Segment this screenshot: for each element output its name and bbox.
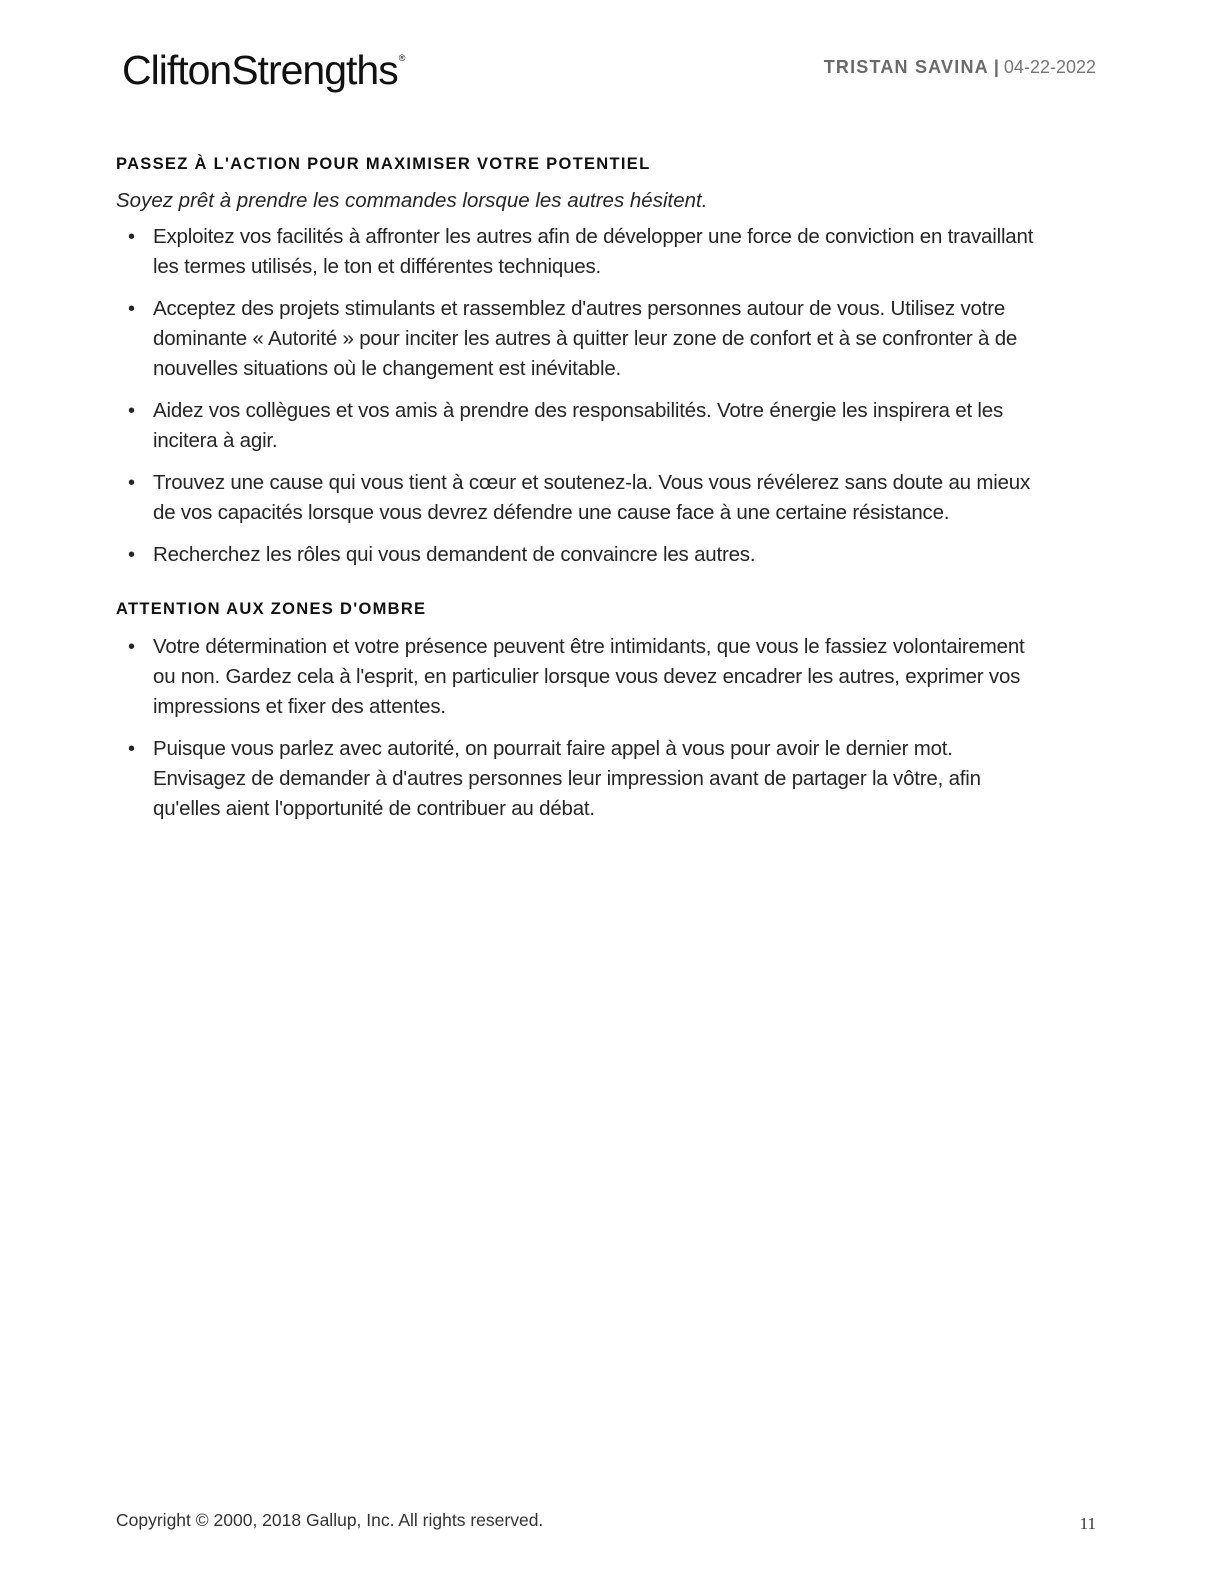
- logo-text: CliftonStrengths: [122, 47, 398, 93]
- blind-spot-list-item: [116, 632, 1036, 722]
- copyright-notice: Copyright © 2000, 2018 Gallup, Inc. All rights reserved.: [116, 1510, 544, 1530]
- bullet-icon: •: [128, 544, 135, 566]
- action-list-item: [116, 294, 1036, 384]
- bullet-icon: •: [128, 738, 135, 760]
- user-name: TRISTAN SAVINA: [823, 57, 989, 77]
- action-list-item: [116, 396, 1036, 456]
- blind-spot-list-item: [116, 734, 1036, 824]
- meta-separator: |: [993, 57, 999, 77]
- action-item-text: Aidez vos collègues et vos amis à prendre des responsabilités. Votre énergie les inspirera et les incitera à agir.: [153, 399, 1004, 452]
- action-item-text: Recherchez les rôles qui vous demandent de convaincre les autres.: [153, 543, 756, 566]
- cliftonstrengths-logo: [122, 47, 406, 93]
- action-list-item: [116, 222, 1036, 282]
- blind-spot-item-text: Puisque vous parlez avec autorité, on pourrait faire appel à vous pour avoir le dernier mot. Envisagez de demander à d'autres personnes leur impression avant de partager la vôtre, afin qu'elles aient l'opportunité de contribuer au débat.: [153, 737, 981, 820]
- action-list-item: [116, 540, 1036, 570]
- action-list: [116, 222, 1036, 570]
- action-section-intro: Soyez prêt à prendre les commandes lorsque les autres hésitent.: [116, 189, 708, 212]
- action-item-text: Acceptez des projets stimulants et rassemblez d'autres personnes autour de vous. Utilisez votre dominante « Autorité » pour inciter les autres à quitter leur zone de confort et à se confronter à de nouvelles situations où le changement est inévitable.: [153, 297, 1018, 380]
- registered-mark: ®: [398, 53, 406, 63]
- report-date: 04-22-2022: [1003, 57, 1096, 77]
- action-section-title: PASSEZ À L'ACTION POUR MAXIMISER VOTRE POTENTIEL: [116, 155, 651, 173]
- blind-spot-item-text: Votre détermination et votre présence peuvent être intimidants, que vous le fassiez volontairement ou non. Gardez cela à l'esprit, en particulier lorsque vous devez encadrer les autres, exprimer vos impressions et fixer des attentes.: [153, 635, 1025, 718]
- bullet-icon: •: [128, 298, 135, 320]
- blind-spots-section-title: ATTENTION AUX ZONES D'OMBRE: [116, 600, 427, 618]
- report-meta: [824, 58, 1096, 76]
- bullet-icon: •: [128, 636, 135, 658]
- bullet-icon: •: [128, 226, 135, 248]
- blind-spots-list: [116, 632, 1036, 824]
- page-content: [116, 153, 1036, 836]
- bullet-icon: •: [128, 472, 135, 494]
- bullet-icon: •: [128, 400, 135, 422]
- action-list-item: [116, 468, 1036, 528]
- action-item-text: Trouvez une cause qui vous tient à cœur et soutenez-la. Vous vous révélerez sans doute au mieux de vos capacités lorsque vous devrez défendre une cause face à une certaine résistance.: [153, 471, 1031, 524]
- page-number: 11: [1079, 1514, 1096, 1533]
- action-item-text: Exploitez vos facilités à affronter les autres afin de développer une force de conviction en travaillant les termes utilisés, le ton et différentes techniques.: [153, 225, 1034, 278]
